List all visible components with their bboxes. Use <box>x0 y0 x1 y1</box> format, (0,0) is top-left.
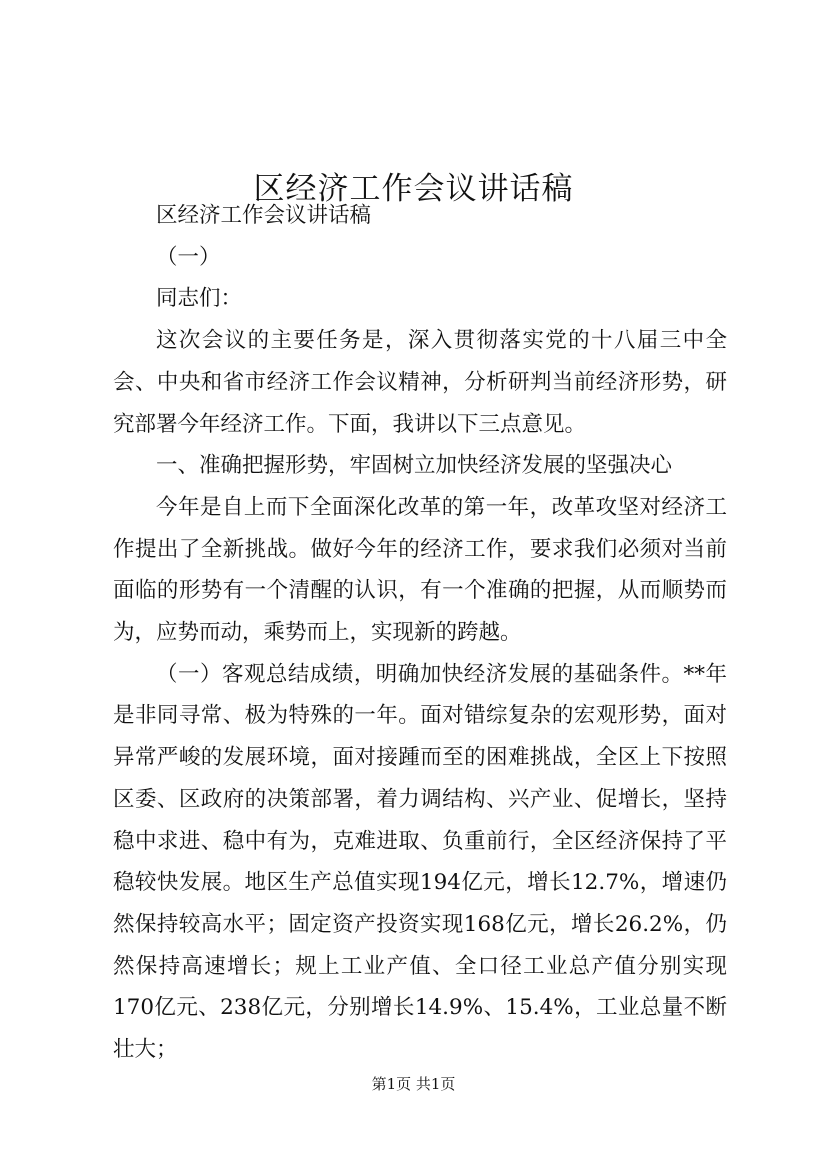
achievements-paragraph: （一）客观总结成绩，明确加快经济发展的基础条件。**年是非同寻常、极为特殊的一年。面对错综复杂的宏观形势，面对异常严峻的发展环境，面对接踵而至的困难挑战，全区上下按照区委、区政府的决策部署，着力调结构、兴产业、促增长，坚持稳中求进、稳中有为，克难进取、负重前行，全区经济保持了平稳较快发展。地区生产总值实现194亿元，增长12.7%，增速仍然保持较高水平；固定资产投资实现168亿元，增长26.2%，仍然保持高速增长；规上工业产值、全口径工业总产值分别实现170亿元、238亿元，分别增长14.9%、15.4%，工业总量不断壮大； <box>113 661 727 1063</box>
intro-paragraph: 这次会议的主要任务是，深入贯彻落实党的十八届三中全会、中央和省市经济工作会议精神，分析研判当前经济形势，研究部署今年经济工作。下面，我讲以下三点意见。 <box>113 328 727 437</box>
page-footer: 第1页 共1页 <box>371 1075 456 1093</box>
document-title: 区经济工作会议讲话稿 <box>253 170 574 207</box>
context-paragraph: 今年是自上而下全面深化改革的第一年，改革攻坚对经济工作提出了全新挑战。做好今年的经济工作，要求我们必须对当前面临的形势有一个清醒的认识，有一个准确的把握，从而顺势而为，应势而动，乘势而上，实现新的跨越。 <box>113 494 727 646</box>
salutation-paragraph: 同志们： <box>156 286 243 312</box>
subtitle-paragraph: 区经济工作会议讲话稿 <box>156 203 372 228</box>
document-body <box>113 195 727 1071</box>
section-number-paragraph: （一） <box>156 244 221 270</box>
section-heading-paragraph: 一、准确把握形势，牢固树立加快经济发展的坚强决心 <box>156 453 673 479</box>
